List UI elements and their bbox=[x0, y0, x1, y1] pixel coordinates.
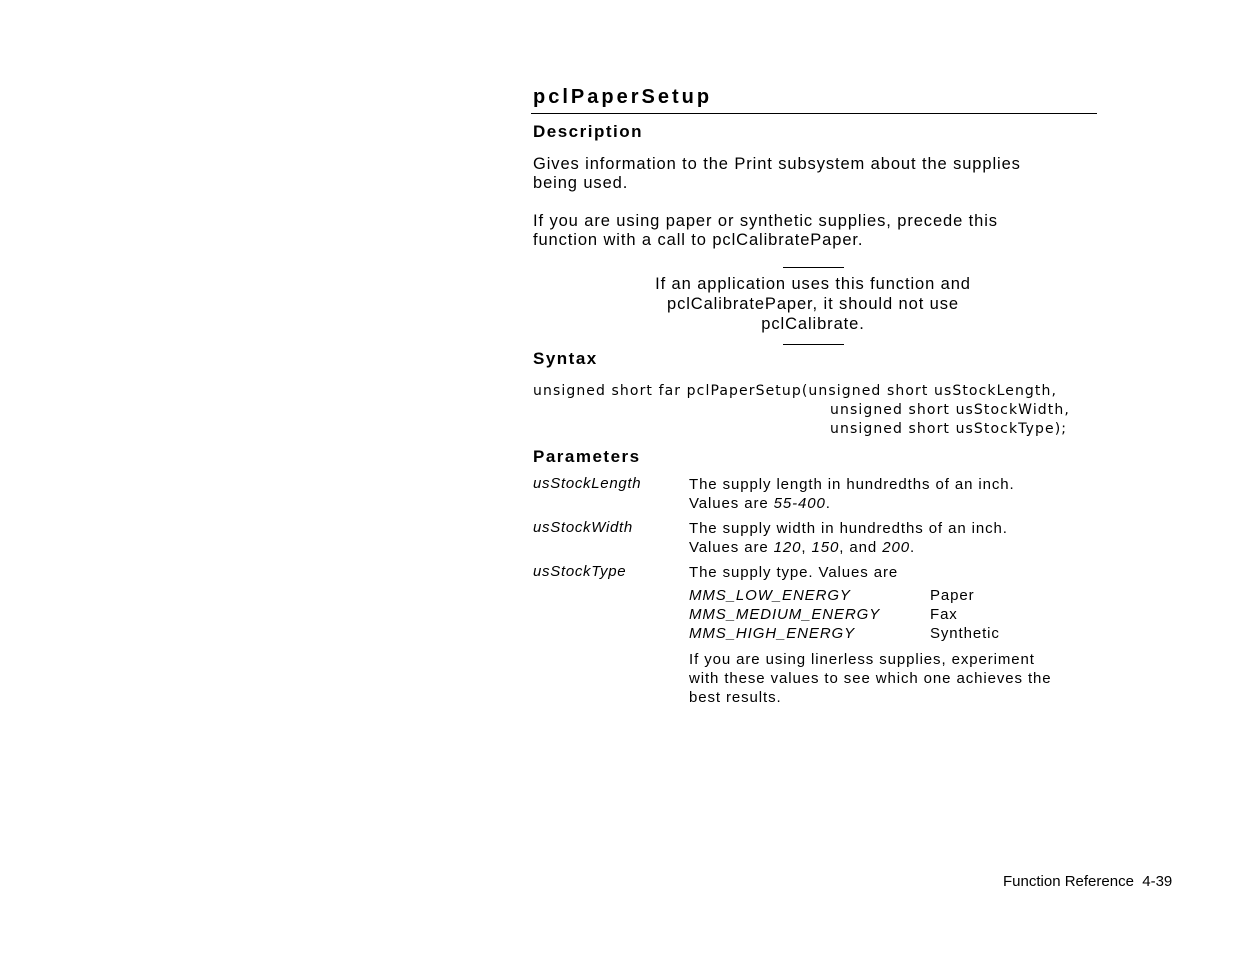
param-desc-width-line-1: The supply width in hundredths of an inch. bbox=[689, 520, 1008, 537]
note-line-1: If an application uses this function and bbox=[655, 275, 971, 293]
description-heading: Description bbox=[533, 122, 644, 141]
description-para-2-line-2: function with a call to pclCalibratePaper. bbox=[533, 231, 864, 249]
param-name-width: usStockWidth bbox=[533, 519, 633, 536]
constant-name: MMS_HIGH_ENERGY bbox=[689, 625, 856, 642]
title-rule bbox=[531, 113, 1097, 114]
values-prefix: Values are bbox=[689, 539, 774, 556]
width-value-2: 150 bbox=[811, 539, 840, 556]
constant-value: Fax bbox=[930, 606, 958, 623]
description-para-1 bbox=[533, 155, 1093, 193]
note-rule-bottom bbox=[783, 344, 844, 345]
width-value-3: 200 bbox=[882, 539, 910, 556]
parameters-heading: Parameters bbox=[533, 447, 641, 466]
note-line-2: pclCalibratePaper, it should not use bbox=[667, 295, 959, 313]
param-desc-length bbox=[689, 475, 1089, 513]
width-value-1: 120 bbox=[773, 539, 802, 556]
param-name-type: usStockType bbox=[533, 563, 627, 580]
param-type-note bbox=[689, 650, 1089, 707]
note-line-3: pclCalibrate. bbox=[761, 315, 865, 333]
note-block bbox=[613, 274, 1013, 334]
values-prefix: Values are bbox=[689, 495, 774, 512]
param-type-note-line-3: best results. bbox=[689, 689, 782, 706]
param-desc-width bbox=[689, 519, 1089, 557]
length-suffix: . bbox=[825, 495, 831, 512]
page-footer: Function Reference 4-39 bbox=[1003, 873, 1173, 890]
constant-value: Synthetic bbox=[930, 625, 1000, 642]
description-para-1-line-2: being used. bbox=[533, 174, 629, 192]
param-type-note-line-1: If you are using linerless supplies, experiment bbox=[689, 651, 1035, 668]
param-type-note-line-2: with these values to see which one achieves the bbox=[689, 670, 1052, 687]
param-name-length: usStockLength bbox=[533, 475, 642, 492]
syntax-line-1: unsigned short far pclPaperSetup(unsigned short usStockLength, bbox=[533, 383, 1058, 399]
param-desc-length-line-1: The supply length in hundredths of an inch. bbox=[689, 476, 1015, 493]
description-para-2-line-1: If you are using paper or synthetic supplies, precede this bbox=[533, 212, 998, 230]
constant-value: Paper bbox=[930, 587, 975, 604]
function-title: pclPaperSetup bbox=[533, 86, 713, 108]
width-sep-2: , and bbox=[839, 539, 883, 556]
param-desc-type-line-1: The supply type. Values are bbox=[689, 564, 899, 581]
param-desc-width-line-2 bbox=[689, 538, 1089, 557]
constant-name: MMS_MEDIUM_ENERGY bbox=[689, 606, 881, 623]
syntax-line-3: unsigned short usStockType); bbox=[830, 421, 1068, 437]
width-suffix: . bbox=[909, 539, 916, 556]
width-sep-1: , bbox=[801, 539, 812, 556]
syntax-heading: Syntax bbox=[533, 349, 598, 368]
length-range: 55-400 bbox=[773, 495, 826, 512]
note-rule-top bbox=[783, 267, 844, 268]
syntax-line-2: unsigned short usStockWidth, bbox=[830, 402, 1070, 418]
description-para-2 bbox=[533, 212, 1093, 250]
constant-name: MMS_LOW_ENERGY bbox=[689, 587, 851, 604]
description-para-1-line-1: Gives information to the Print subsystem about the supplies bbox=[533, 155, 1021, 173]
param-desc-length-line-2 bbox=[689, 494, 1089, 513]
